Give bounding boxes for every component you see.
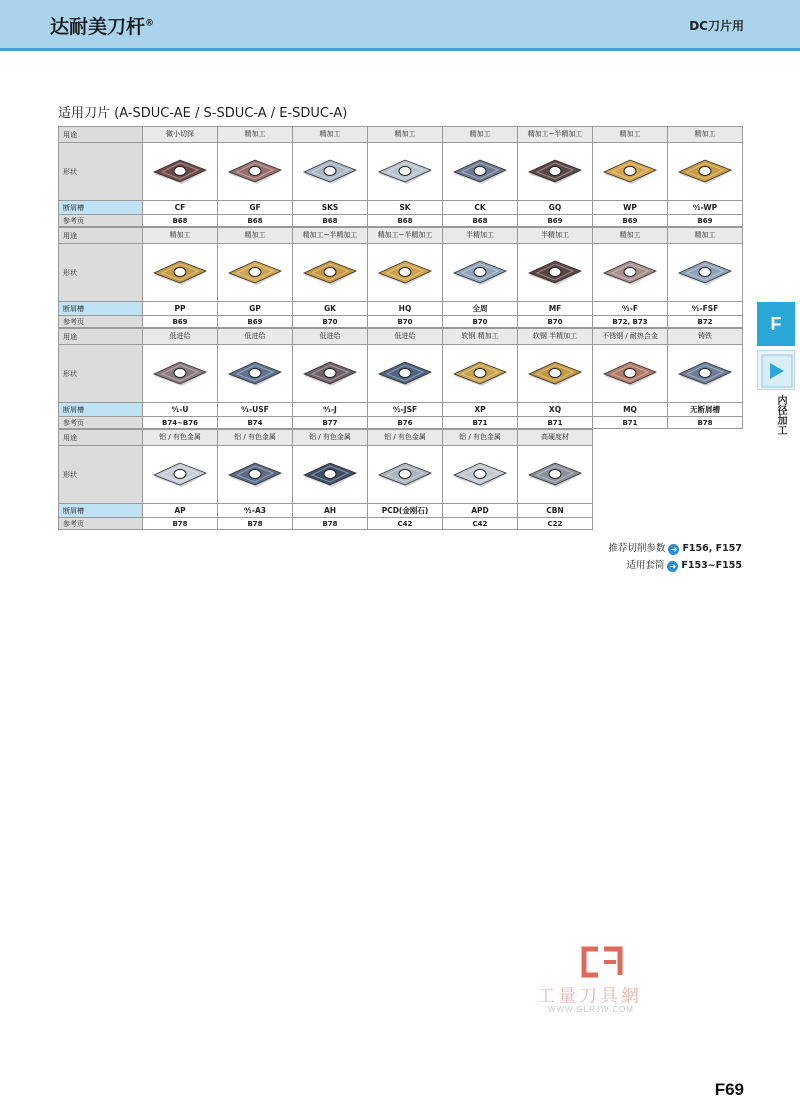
row-label-page xyxy=(58,315,143,328)
groove-cell: CBN xyxy=(517,503,593,518)
shape-cell xyxy=(142,142,218,201)
groove-cell: ⁰⁄₁-FSF xyxy=(667,301,743,316)
shape-cell xyxy=(217,445,293,504)
use-cell: 精加工 xyxy=(442,126,518,143)
watermark-text: 工量刀具網 xyxy=(537,986,642,1007)
groove-cell: AH xyxy=(292,503,368,518)
insert-image xyxy=(302,259,358,287)
page-cell: B69 xyxy=(142,315,218,328)
page-cell: B78 xyxy=(142,517,218,530)
row-label-use xyxy=(58,227,143,244)
row-label-shape xyxy=(58,445,143,504)
use-cell: 不锈钢 / 耐热合金 xyxy=(592,328,668,345)
page-cell: B78 xyxy=(292,517,368,530)
groove-cell: GQ xyxy=(517,200,593,215)
groove-cell: ⁰⁄₁-JSF xyxy=(367,402,443,417)
section-label: DC刀片用 xyxy=(689,19,744,33)
insert-image xyxy=(152,360,208,388)
shape-cell xyxy=(292,344,368,403)
groove-cell: PCD(金刚石) xyxy=(367,503,443,518)
boring-bar-icon xyxy=(757,350,795,390)
page-cell: B77 xyxy=(292,416,368,429)
use-cell: 铸铁 xyxy=(667,328,743,345)
row-label-use-text: 用途 xyxy=(63,130,77,139)
page-header xyxy=(0,0,800,48)
reference-pages: F156, F157 xyxy=(682,543,742,554)
row-label-use-text: 用途 xyxy=(63,332,77,341)
row-label-page-text: 参考页 xyxy=(63,418,84,427)
groove-cell: PP xyxy=(142,301,218,316)
groove-cell: AP xyxy=(142,503,218,518)
insert-image xyxy=(377,360,433,388)
shape-cell xyxy=(292,243,368,302)
row-label-groove-text: 断屑槽 xyxy=(63,304,84,313)
insert-image xyxy=(527,461,583,489)
groove-cell: ⁰⁄₁-F xyxy=(592,301,668,316)
page-cell: B74~B76 xyxy=(142,416,218,429)
shape-cell xyxy=(142,344,218,403)
groove-cell: ⁰⁄₁-A3 xyxy=(217,503,293,518)
page-cell: B71 xyxy=(592,416,668,429)
row-label-use-text: 用途 xyxy=(63,433,77,442)
page-cell: B70 xyxy=(442,315,518,328)
insert-image xyxy=(227,461,283,489)
use-cell: 精加工 xyxy=(217,126,293,143)
row-label-shape xyxy=(58,344,143,403)
reference-cutting-conditions[interactable] xyxy=(608,540,742,555)
groove-cell: WP xyxy=(592,200,668,215)
reference-label: 推荐切削参数 xyxy=(608,543,666,554)
row-label-page-text: 参考页 xyxy=(63,317,84,326)
use-cell: 低进给 xyxy=(217,328,293,345)
insert-image xyxy=(227,259,283,287)
page-cell: B76 xyxy=(367,416,443,429)
insert-image xyxy=(377,158,433,186)
insert-image xyxy=(302,461,358,489)
page-cell: B71 xyxy=(517,416,593,429)
insert-image xyxy=(602,360,658,388)
row-label-use xyxy=(58,328,143,345)
insert-image xyxy=(377,259,433,287)
insert-image xyxy=(452,360,508,388)
groove-cell: ⁰⁄₁-WP xyxy=(667,200,743,215)
insert-image xyxy=(377,461,433,489)
shape-cell xyxy=(667,243,743,302)
page-cell: C42 xyxy=(367,517,443,530)
use-cell: 铝 / 有色金属 xyxy=(142,429,218,446)
header-divider xyxy=(0,48,800,51)
groove-cell: MF xyxy=(517,301,593,316)
page-cell: B70 xyxy=(367,315,443,328)
row-label-groove-text: 断屑槽 xyxy=(63,405,84,414)
row-label-groove xyxy=(58,301,143,316)
groove-cell: HQ xyxy=(367,301,443,316)
page-cell: B78 xyxy=(217,517,293,530)
row-label-shape-text: 形状 xyxy=(63,470,77,479)
shape-cell xyxy=(292,142,368,201)
groove-cell: APD xyxy=(442,503,518,518)
shape-cell xyxy=(592,243,668,302)
page-number: F69 xyxy=(714,1080,744,1099)
row-label-use xyxy=(58,429,143,446)
shape-cell xyxy=(142,243,218,302)
shape-cell xyxy=(142,445,218,504)
use-cell: 软钢 精加工 xyxy=(442,328,518,345)
shape-cell xyxy=(517,445,593,504)
use-cell: 精加工~半精加工 xyxy=(367,227,443,244)
insert-image xyxy=(152,259,208,287)
shape-cell xyxy=(217,243,293,302)
shape-cell xyxy=(592,142,668,201)
row-label-groove-text: 断屑槽 xyxy=(63,203,84,212)
use-cell: 半精加工 xyxy=(517,227,593,244)
use-cell: 精加工~半精加工 xyxy=(292,227,368,244)
groove-cell: GF xyxy=(217,200,293,215)
groove-cell: 无断屑槽 xyxy=(667,402,743,417)
arrow-right-icon: ➜ xyxy=(668,544,679,555)
row-label-page xyxy=(58,517,143,530)
groove-cell: XQ xyxy=(517,402,593,417)
page-cell: B78 xyxy=(667,416,743,429)
row-label-shape-text: 形状 xyxy=(63,369,77,378)
shape-cell xyxy=(367,243,443,302)
shape-cell xyxy=(367,445,443,504)
groove-cell: SKS xyxy=(292,200,368,215)
use-cell: 精加工 xyxy=(217,227,293,244)
row-label-shape-text: 形状 xyxy=(63,167,77,176)
insert-image xyxy=(227,360,283,388)
catalog-title xyxy=(50,12,154,39)
page-cell: B68 xyxy=(292,214,368,227)
insert-image xyxy=(677,259,733,287)
use-cell: 铝 / 有色金属 xyxy=(442,429,518,446)
shape-cell xyxy=(667,142,743,201)
groove-cell: ⁰⁄₁-J xyxy=(292,402,368,417)
shape-cell xyxy=(442,243,518,302)
registered-mark: ® xyxy=(145,18,155,29)
reference-pages: F153~F155 xyxy=(681,560,742,571)
shape-cell xyxy=(217,142,293,201)
use-cell: 精加工 xyxy=(367,126,443,143)
use-cell: 低进给 xyxy=(292,328,368,345)
row-label-shape xyxy=(58,142,143,201)
shape-cell xyxy=(367,344,443,403)
insert-image xyxy=(527,158,583,186)
page-cell: B70 xyxy=(292,315,368,328)
page-cell: B68 xyxy=(367,214,443,227)
use-cell: 精加工 xyxy=(142,227,218,244)
shape-cell xyxy=(667,344,743,403)
use-cell: 半精加工 xyxy=(442,227,518,244)
groove-cell: ⁰⁄₁-USF xyxy=(217,402,293,417)
use-cell: 精加工 xyxy=(667,227,743,244)
page-cell: B69 xyxy=(517,214,593,227)
insert-image xyxy=(602,259,658,287)
watermark-url: WWW.GLRJW.COM xyxy=(548,1005,634,1014)
insert-image xyxy=(527,259,583,287)
use-cell: 精加工 xyxy=(592,126,668,143)
shape-cell xyxy=(592,344,668,403)
shape-cell xyxy=(442,142,518,201)
row-label-use xyxy=(58,126,143,143)
row-label-shape-text: 形状 xyxy=(63,268,77,277)
page-cell: B72 xyxy=(667,315,743,328)
shape-cell xyxy=(217,344,293,403)
shape-cell xyxy=(517,344,593,403)
reference-label: 适用套筒 xyxy=(626,560,665,571)
groove-cell: CF xyxy=(142,200,218,215)
section-title: 适用刀片 (A-SDUC-AE / S-SDUC-A / E-SDUC-A) xyxy=(58,106,348,121)
insert-image xyxy=(152,158,208,186)
shape-cell xyxy=(517,243,593,302)
insert-image xyxy=(227,158,283,186)
page-cell: B74 xyxy=(217,416,293,429)
insert-image xyxy=(152,461,208,489)
page-cell: B71 xyxy=(442,416,518,429)
row-label-groove xyxy=(58,503,143,518)
insert-image xyxy=(452,158,508,186)
page-cell: B72, B73 xyxy=(592,315,668,328)
page-cell: B68 xyxy=(217,214,293,227)
insert-image xyxy=(302,360,358,388)
page-cell: C42 xyxy=(442,517,518,530)
use-cell: 低进给 xyxy=(142,328,218,345)
groove-cell: 全周 xyxy=(442,301,518,316)
use-cell: 铝 / 有色金属 xyxy=(367,429,443,446)
row-label-page xyxy=(58,214,143,227)
arrow-right-icon: ➜ xyxy=(667,561,678,572)
shape-cell xyxy=(517,142,593,201)
row-label-use-text: 用途 xyxy=(63,231,77,240)
groove-cell: CK xyxy=(442,200,518,215)
insert-image xyxy=(602,158,658,186)
page-cell: B69 xyxy=(667,214,743,227)
use-cell: 高硬度材 xyxy=(517,429,593,446)
reference-sleeves[interactable] xyxy=(626,557,742,572)
groove-cell: ⁰⁄₁-U xyxy=(142,402,218,417)
insert-image xyxy=(452,461,508,489)
insert-image xyxy=(677,360,733,388)
page-cell: B69 xyxy=(217,315,293,328)
chapter-tab-label: 内径加工 xyxy=(775,395,786,435)
groove-cell: GK xyxy=(292,301,368,316)
row-label-page-text: 参考页 xyxy=(63,519,84,528)
use-cell: 精加工 xyxy=(667,126,743,143)
groove-cell: MQ xyxy=(592,402,668,417)
use-cell: 精加工~半精加工 xyxy=(517,126,593,143)
page-cell: C22 xyxy=(517,517,593,530)
page-cell: B68 xyxy=(142,214,218,227)
groove-cell: GP xyxy=(217,301,293,316)
use-cell: 铝 / 有色金属 xyxy=(292,429,368,446)
shape-cell xyxy=(292,445,368,504)
page-cell: B70 xyxy=(517,315,593,328)
insert-image xyxy=(677,158,733,186)
shape-cell xyxy=(367,142,443,201)
row-label-shape xyxy=(58,243,143,302)
shape-cell xyxy=(442,445,518,504)
catalog-title-text: 达耐美刀杆 xyxy=(50,16,146,38)
page-cell: B69 xyxy=(592,214,668,227)
row-label-page-text: 参考页 xyxy=(63,216,84,225)
use-cell: 铝 / 有色金属 xyxy=(217,429,293,446)
use-cell: 精加工 xyxy=(592,227,668,244)
use-cell: 低进给 xyxy=(367,328,443,345)
insert-image xyxy=(302,158,358,186)
chapter-tab-f[interactable]: F xyxy=(757,302,795,346)
row-label-groove-text: 断屑槽 xyxy=(63,506,84,515)
row-label-groove xyxy=(58,200,143,215)
groove-cell: SK xyxy=(367,200,443,215)
page-cell: B68 xyxy=(442,214,518,227)
use-cell: 微小切深 xyxy=(142,126,218,143)
use-cell: 软钢 半精加工 xyxy=(517,328,593,345)
use-cell: 精加工 xyxy=(292,126,368,143)
groove-cell: XP xyxy=(442,402,518,417)
row-label-groove xyxy=(58,402,143,417)
row-label-page xyxy=(58,416,143,429)
insert-image xyxy=(527,360,583,388)
insert-image xyxy=(452,259,508,287)
shape-cell xyxy=(442,344,518,403)
